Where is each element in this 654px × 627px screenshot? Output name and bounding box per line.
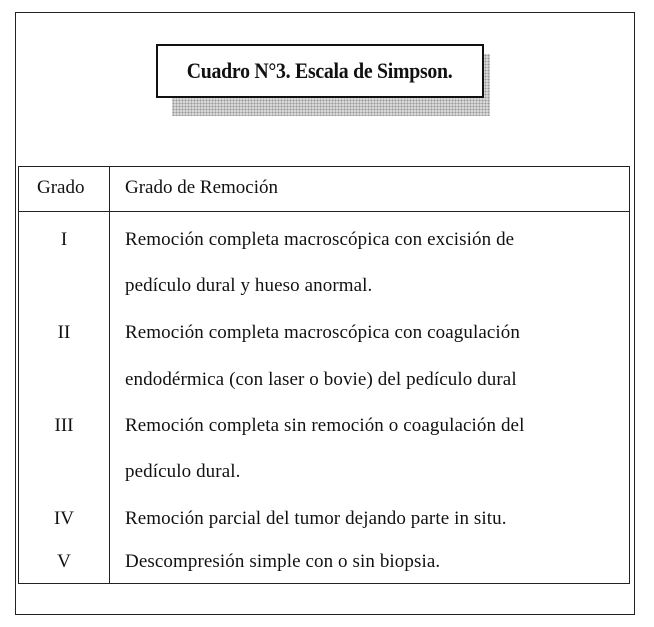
grade-ii-line-2: endodérmica (con laser o bovie) del pedículo dural (125, 369, 517, 390)
grade-v-line-1: Descompresión simple con o sin biopsia. (125, 551, 441, 572)
grade-iii-line-1: Remoción completa sin remoción o coagulación del (125, 415, 525, 436)
page-title: Cuadro N°3. Escala de Simpson. (187, 58, 453, 83)
simpson-table (18, 166, 630, 584)
grade-iii: III (54, 415, 74, 436)
header-grado: Grado (37, 177, 85, 198)
title-box (156, 44, 484, 98)
header-grado-de-remocion: Grado de Remoción (125, 177, 279, 198)
grade-iv: IV (53, 508, 75, 529)
grade-i-line-1: Remoción completa macroscópica con excisión de (125, 229, 515, 250)
grade-v: V (57, 551, 71, 572)
header-divider (19, 211, 629, 212)
grade-i-line-2: pedículo dural y hueso anormal. (125, 275, 373, 296)
grade-ii: II (57, 322, 71, 343)
grade-ii-line-1: Remoción completa macroscópica con coagulación (125, 322, 520, 343)
grade-iii-line-2: pedículo dural. (125, 461, 241, 482)
grade-i: I (60, 229, 68, 250)
column-divider (109, 167, 110, 583)
grade-iv-line-1: Remoción parcial del tumor dejando parte in situ. (125, 508, 507, 529)
